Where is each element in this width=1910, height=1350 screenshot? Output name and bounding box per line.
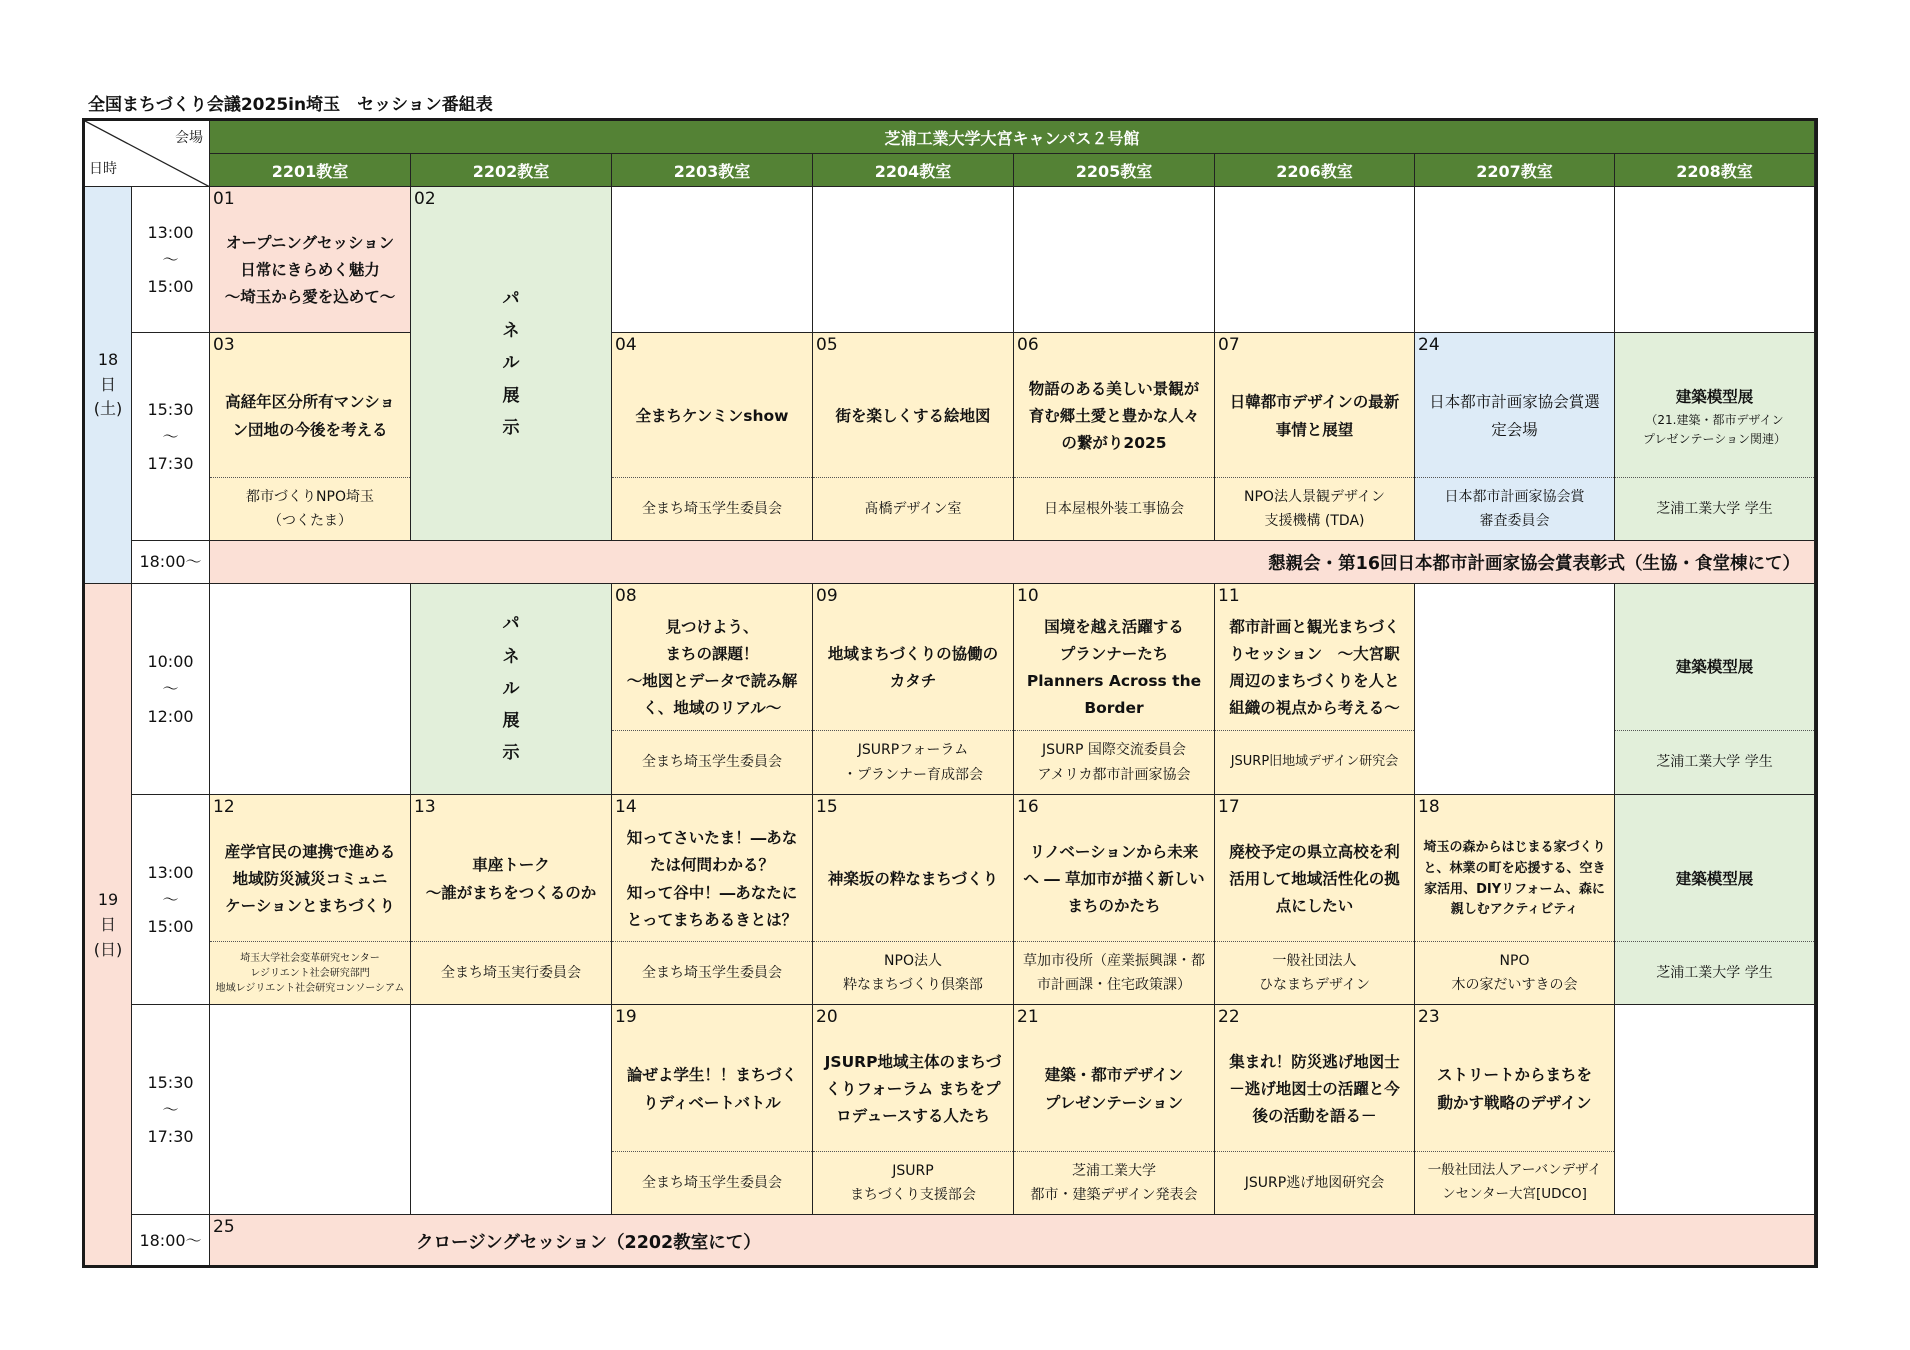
building-header: 芝浦工業大学大宮キャンパス２号館 <box>210 121 1815 154</box>
session-title: 建築模型展 <box>1675 387 1754 406</box>
day-18: 18 日 (土) <box>85 187 132 584</box>
session-organizer: 草加市役所（産業振興課・都 市計画課・住宅政策課） <box>1014 941 1214 1004</box>
session-number: 20 <box>816 1007 838 1027</box>
room-header-2204: 2204教室 <box>813 154 1014 187</box>
session-number: 16 <box>1017 797 1039 817</box>
session-organizer: JSURP まちづくり支援部会 <box>813 1151 1013 1214</box>
session-organizer: 日本都市計画家協会賞 審査委員会 <box>1415 477 1614 540</box>
session-title-block <box>1621 357 1808 476</box>
session-organizer: 芝浦工業大学 学生 <box>1615 941 1814 1004</box>
session-organizer: 埼玉大学社会変革研究センター レジリエント社会研究部門 地域レジリエント社会研究コンソーシアム <box>210 941 410 1004</box>
session-organizer: 全まち埼玉学生委員会 <box>612 730 812 794</box>
session-24 <box>1415 333 1615 541</box>
session-22 <box>1215 1005 1415 1215</box>
session-title: 高経年区分所有マンショ ン団地の今後を考える <box>225 393 395 439</box>
session-organizer: 全まち埼玉学生委員会 <box>612 1151 812 1214</box>
session-organizer: NPO法人 粋なまちづくり倶楽部 <box>813 941 1013 1004</box>
session-title: 見つけよう、 まちの課題！ ～地図とデータで読み解 く、地域のリアル～ <box>626 617 798 718</box>
datetime-label: 日時 <box>89 161 117 177</box>
session-06 <box>1014 333 1215 541</box>
session-number: 06 <box>1017 335 1039 355</box>
session-title: 知ってさいたま！―あな たは何問わかる？ 知って谷中！―あなたに とってまちあるきとは？ <box>626 829 798 929</box>
session-title: 神楽坂の粋なまちづくり <box>827 869 999 888</box>
closing-session-row <box>210 1215 1815 1268</box>
model-exhibit-2 <box>1615 584 1815 795</box>
session-title: 車座トーク ～誰がまちをつくるのか <box>425 856 597 902</box>
session-08 <box>612 584 813 795</box>
session-title: 論ぜよ学生！！まちづく りディベートバトル <box>626 1066 798 1112</box>
session-organizer: 芝浦工業大学 都市・建築デザイン発表会 <box>1014 1151 1214 1214</box>
session-number: 08 <box>615 586 637 606</box>
session-organizer: 都市づくりNPO埼玉 （つくたま） <box>210 477 410 540</box>
room-header-2203: 2203教室 <box>612 154 813 187</box>
session-title: 集まれ！防災逃げ地図士 －逃げ地図士の活躍と今 後の活動を語る－ <box>1229 1052 1400 1126</box>
time-slot: 13:00 ～ 15:00 <box>132 187 210 333</box>
page-title: 全国まちづくり会議2025in埼玉 セッション番組表 <box>88 95 493 115</box>
time-slot: 18:00～ <box>132 1215 210 1268</box>
session-title: 埼玉の森からはじまる家づくり と、林業の町を応援する、空き 家活用、DIYリフォーム、森に 親しむアクティビティ <box>1423 839 1606 918</box>
session-11 <box>1215 584 1415 795</box>
session-title: オープニングセッション 日常にきらめく魅力 ～埼玉から愛を込めて～ <box>224 233 396 307</box>
session-organizer: 全まち埼玉実行委員会 <box>411 941 611 1004</box>
session-organizer: 一般社団法人 ひなまちデザイン <box>1215 941 1414 1004</box>
session-title: 廃校予定の県立高校を利 活用して地域活性化の拠 点にしたい <box>1229 842 1400 916</box>
session-title: 物語のある美しい景観が 育む郷土愛と豊かな人々 の繋がり2025 <box>1028 379 1200 453</box>
session-number: 15 <box>816 797 838 817</box>
room-header-2207: 2207教室 <box>1415 154 1615 187</box>
session-subtitle: （21.建築・都市デザイン プレゼンテーション関連） <box>1642 412 1787 447</box>
model-exhibit-3 <box>1615 795 1815 1005</box>
session-13 <box>411 795 612 1005</box>
session-organizer: 芝浦工業大学 学生 <box>1615 477 1814 540</box>
session-organizer: 日本屋根外装工事協会 <box>1014 477 1214 540</box>
session-14 <box>612 795 813 1005</box>
room-header-2205: 2205教室 <box>1014 154 1215 187</box>
empty-cell <box>411 1005 612 1215</box>
session-10 <box>1014 584 1215 795</box>
session-number: 10 <box>1017 586 1039 606</box>
session-number: 23 <box>1418 1007 1440 1027</box>
session-number: 02 <box>414 189 436 209</box>
venue-label: 会場 <box>175 130 203 146</box>
session-05 <box>813 333 1014 541</box>
session-15 <box>813 795 1014 1005</box>
empty-cell <box>1415 187 1615 333</box>
session-23 <box>1415 1005 1615 1215</box>
session-title: ストリートからまちを 動かす戦略のデザイン <box>1436 1066 1592 1112</box>
room-header-2206: 2206教室 <box>1215 154 1415 187</box>
model-exhibit-1 <box>1615 333 1815 541</box>
time-slot: 10:00 ～ 12:00 <box>132 584 210 795</box>
session-organizer: JSURP 国際交流委員会 アメリカ都市計画家協会 <box>1014 730 1214 794</box>
session-number: 03 <box>213 335 235 355</box>
session-organizer: JSURP逃げ地図研究会 <box>1215 1151 1414 1214</box>
empty-cell <box>1615 187 1815 333</box>
session-number: 18 <box>1418 797 1440 817</box>
session-organizer: NPO 木の家だいすきの会 <box>1415 941 1614 1004</box>
session-07 <box>1215 333 1415 541</box>
room-header-2202: 2202教室 <box>411 154 612 187</box>
empty-cell <box>210 1005 411 1215</box>
session-title: 街を楽しくする絵地図 <box>835 406 991 425</box>
banquet-row <box>210 541 1815 584</box>
session-21 <box>1014 1005 1215 1215</box>
session-number: 01 <box>213 189 235 209</box>
session-19 <box>612 1005 813 1215</box>
session-title: 日本都市計画家協会賞選 定会場 <box>1429 393 1600 439</box>
schedule-table <box>82 118 1818 1268</box>
session-title: 国境を越え活躍する プランナーたち Planners Across the Border <box>1026 617 1202 718</box>
panel-exhibit <box>411 584 612 795</box>
session-number: 04 <box>615 335 637 355</box>
session-09 <box>813 584 1014 795</box>
session-organizer: 髙橋デザイン室 <box>813 477 1013 540</box>
session-12 <box>210 795 411 1005</box>
session-02-panel-exhibit <box>411 187 612 541</box>
closing-session-title: クロージングセッション（2202教室にて） <box>416 1232 761 1253</box>
session-title: 日韓都市デザインの最新 事情と展望 <box>1229 393 1400 439</box>
banquet-label: 懇親会・第16回日本都市計画家協会賞表彰式（生協・食堂棟にて） <box>1268 553 1800 574</box>
session-number: 25 <box>213 1217 235 1237</box>
empty-cell <box>612 187 813 333</box>
session-organizer: 一般社団法人アーバンデザイ ンセンター大宮[UDCO] <box>1415 1151 1614 1214</box>
session-number: 11 <box>1218 586 1240 606</box>
session-title: 建築模型展 <box>1675 869 1754 888</box>
session-18 <box>1415 795 1615 1005</box>
session-number: 12 <box>213 797 235 817</box>
session-number: 07 <box>1218 335 1240 355</box>
session-number: 14 <box>615 797 637 817</box>
empty-cell <box>1014 187 1215 333</box>
session-03 <box>210 333 411 541</box>
session-organizer: JSURPフォーラム ・プランナー育成部会 <box>813 730 1013 794</box>
session-01 <box>210 187 411 333</box>
session-20 <box>813 1005 1014 1215</box>
session-organizer: JSURP旧地域デザイン研究会 <box>1215 730 1414 794</box>
session-04 <box>612 333 813 541</box>
empty-cell <box>1615 1005 1815 1215</box>
session-title: 産学官民の連携で進める 地域防災減災コミュニ ケーションとまちづくり <box>224 842 396 916</box>
session-organizer: NPO法人景観デザイン 支援機構 (TDA) <box>1215 477 1414 540</box>
corner-header <box>85 121 210 187</box>
session-title: 地域まちづくりの協働の カタチ <box>827 644 999 690</box>
room-header-2208: 2208教室 <box>1615 154 1815 187</box>
empty-cell <box>813 187 1014 333</box>
session-title: 建築・都市デザイン プレゼンテーション <box>1044 1066 1184 1112</box>
session-title: 全まちケンミンshow <box>635 406 789 425</box>
session-organizer: 芝浦工業大学 学生 <box>1615 730 1814 794</box>
empty-cell <box>1415 584 1615 795</box>
session-number: 09 <box>816 586 838 606</box>
room-header-2201: 2201教室 <box>210 154 411 187</box>
session-title: 都市計画と観光まちづく りセッション ～大宮駅 周辺のまちづくりを人と 組織の視点から考える～ <box>1229 617 1400 718</box>
session-number: 24 <box>1418 335 1440 355</box>
session-title: リノベーションから未来 へ ― 草加市が描く新しい まちのかたち <box>1023 842 1205 916</box>
session-number: 22 <box>1218 1007 1240 1027</box>
empty-cell <box>1215 187 1415 333</box>
session-number: 05 <box>816 335 838 355</box>
session-number: 13 <box>414 797 436 817</box>
session-title: JSURP地域主体のまちづ くりフォーラム まちをプ ロデュースする人たち <box>824 1052 1002 1126</box>
empty-cell <box>210 584 411 795</box>
session-17 <box>1215 795 1415 1005</box>
session-16 <box>1014 795 1215 1005</box>
session-title: 建築模型展 <box>1675 658 1754 677</box>
time-slot: 13:00 ～ 15:00 <box>132 795 210 1005</box>
panel-exhibit-label: パ ネ ル 展 示 <box>502 288 520 438</box>
session-organizer: 全まち埼玉学生委員会 <box>612 941 812 1004</box>
time-slot: 15:30 ～ 17:30 <box>132 1005 210 1215</box>
time-slot: 18:00～ <box>132 541 210 584</box>
session-number: 17 <box>1218 797 1240 817</box>
session-number: 21 <box>1017 1007 1039 1027</box>
panel-exhibit-label: パ ネ ル 展 示 <box>502 614 520 764</box>
time-slot: 15:30 ～ 17:30 <box>132 333 210 541</box>
session-number: 19 <box>615 1007 637 1027</box>
day-19: 19 日 (日) <box>85 584 132 1268</box>
session-organizer: 全まち埼玉学生委員会 <box>612 477 812 540</box>
